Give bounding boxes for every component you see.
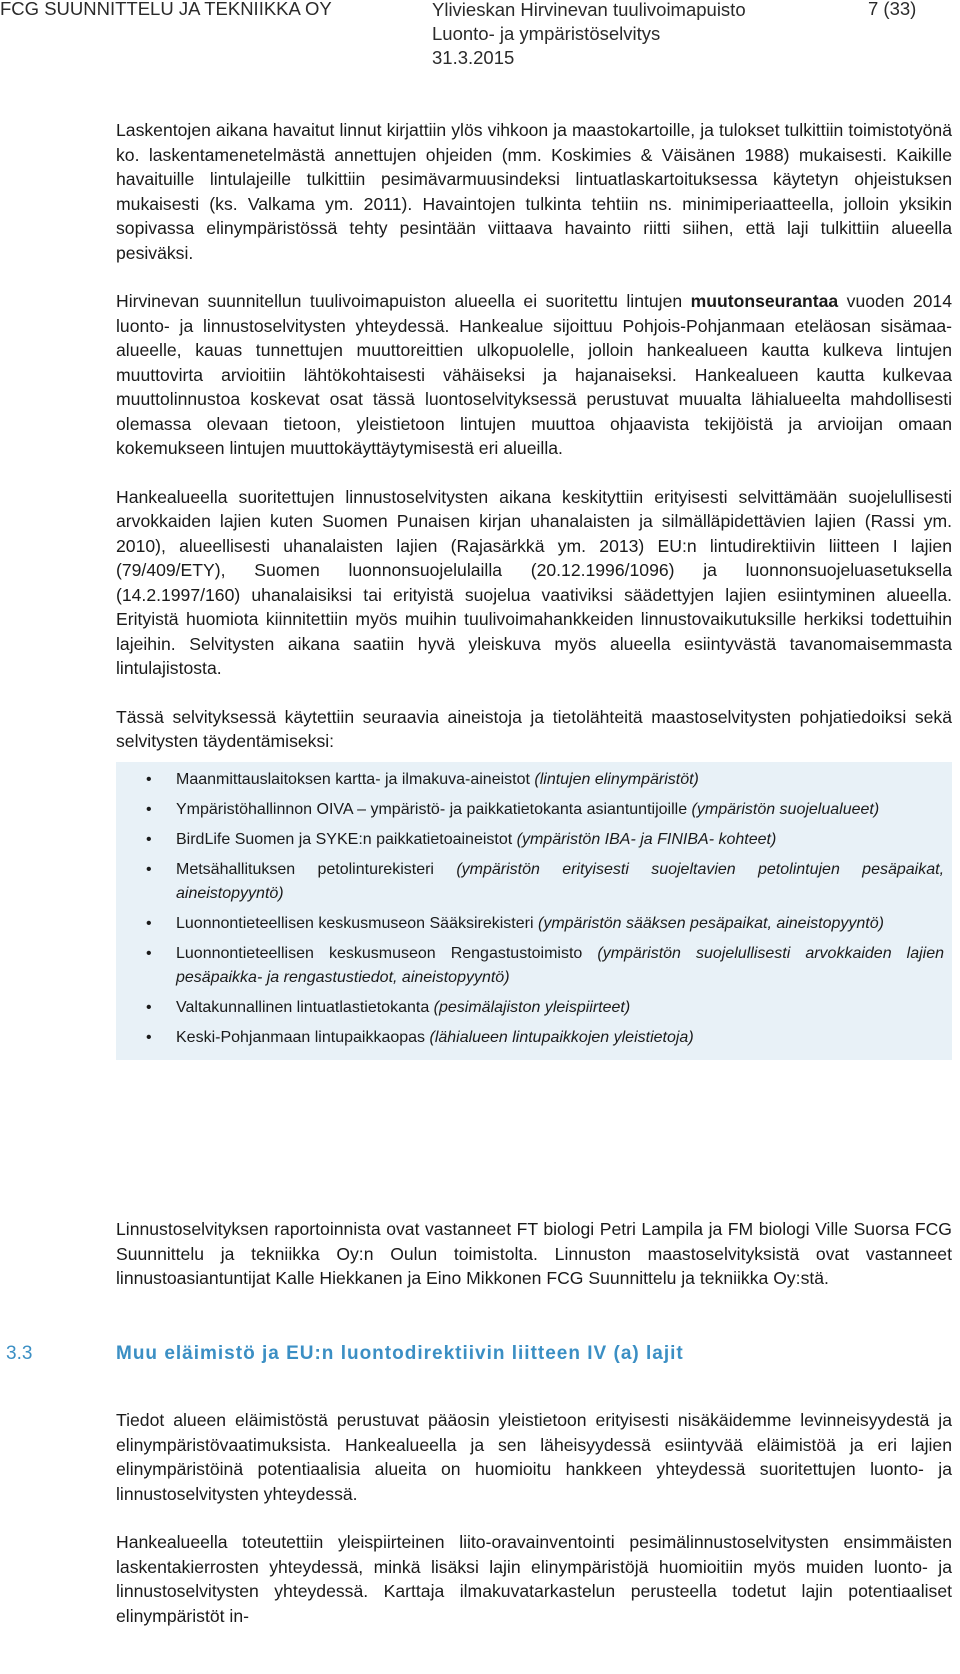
list-item [124, 1026, 944, 1050]
paragraph-flying-squirrel: Hankealueella toteutettiin yleispiirteinen liito-oravainventointi pesimälinnustoselvitysten ensimmäisten laskentakierrosten yhteydessä, minkä lisäksi lajin elinympäristöjä huomioitiin myös muiden luonto- ja linnustoselvitysten yhteydessä. Karttaja ilmakuvatarkastelun perusteella todetut lajin potentiaaliset elinympäristöt in- [116, 1532, 952, 1626]
source-note: (pesimälajiston yleispiirteet) [433, 998, 631, 1016]
main-content [116, 118, 952, 1084]
header-center-block [432, 0, 746, 70]
sources-list [124, 768, 944, 1050]
header-page-number: 7 (33) [868, 0, 917, 19]
section-body [116, 1408, 952, 1652]
bullet-icon: • [146, 998, 152, 1016]
source-name: Luonnontieteellisen keskusmuseon Sääksirekisteri [176, 914, 538, 932]
source-name: Metsähallituksen petolinturekisteri [176, 860, 457, 878]
list-item [124, 798, 944, 822]
bullet-icon: • [146, 860, 152, 878]
migration-text-end: vuoden 2014 luonto- ja linnustoselvitysten yhteydessä. Hankealue sijoittuu Pohjois-Pohjanmaan eteläosan sisämaa-alueelle, kauas tunnettujen muuttoreittien ulkopuolelle, jolloin hankealueen kautta kulkeva lintujen muuttovirta arvioitiin lähtökohtaisesti vähäiseksi ja hajanaiseksi. Hankealueen kautta kulkevaa muuttolinnustoa koskevat osat tässä luontoselvityksessä perustuvat muualta lähialueelta mahdollisesti olemassa olevaan tietoon, yleistietoon lintujen muuttoa ohjaavista tekijöistä ja arvioijan omaan kokemukseen lintujen muuttokäyttäytymisestä eri alueilla. [116, 291, 952, 458]
closing-block [116, 1217, 952, 1291]
source-note: (ympäristön suojelullisesti arvokkaiden lajien pesäpaikka- ja rengastustiedot, aineistopyyntö) [176, 944, 945, 986]
bullet-icon: • [146, 830, 152, 848]
list-item [124, 996, 944, 1020]
header-project: Ylivieskan Hirvinevan tuulivoimapuisto [432, 0, 746, 20]
source-name: Valtakunnallinen lintuatlastietokanta [176, 998, 434, 1016]
header-date: 31.3.2015 [432, 47, 515, 68]
source-name: Maanmittauslaitoksen kartta- ja ilmakuva-aineistot [176, 770, 535, 788]
paragraph-fauna-info: Tiedot alueen eläimistöstä perustuvat pääosin yleistietoon erityisesti nisäkäidemme levinneisyydestä ja elinympäristövaatimuksista. Hankealueella ja sen läheisyydessä esiintyvää eläimistöä ja eri lajien elinympäristöinä potentiaalisia alueita on huomioitu hankkeen yhteydessä suoritettujen luonto- ja linnustoselvitysten yhteydessä. [116, 1410, 952, 1504]
migration-bold-term: muutonseurantaa [690, 291, 839, 311]
page-header [0, 0, 960, 72]
section-number: 3.3 [6, 1343, 33, 1364]
list-item [124, 942, 944, 990]
section-title: Muu eläimistö ja EU:n luontodirektiivin liitteen IV (a) lajit [116, 1343, 684, 1364]
paragraph-counting-results: Laskentojen aikana havaitut linnut kirjattiin ylös vihkoon ja maastokartoille, ja tulokset tulkittiin toimistotyönä ko. laskentamenetelmästä annettujen ohjeiden (mm. Koskimies & Väisänen 1988) mukaisesti. Kaikille havaituille lintulajeille tulkittiin pesimävarmuusindeksi lintuatlaskartoituksessa käytetyn ohjeistuksen mukaisesti (ks. Valkama ym. 2011). Havaintojen tulkinta tehtiin ns. minimiperiaatteella, jolloin yksikin sopivassa elinympäristössä tehty pesintään viittaava havainto riitti siihen, että laji tulkittiin alueella pesiväksi. [116, 120, 952, 263]
paragraph-authors: Linnustoselvityksen raportoinnista ovat vastanneet FT biologi Petri Lampila ja FM biologi Ville Suorsa FCG Suunnittelu ja tekniikka Oy:n Oulun toimistolta. Linnuston maastoselvityksistä ovat vastanneet linnustoasiantuntijat Kalle Hiekkanen ja Eino Mikkonen FCG Suunnittelu ja tekniikka Oy:stä. [116, 1219, 952, 1288]
bullet-icon: • [146, 770, 152, 788]
source-note: (ympäristön IBA- ja FINIBA- kohteet) [516, 830, 777, 848]
source-name: Keski-Pohjanmaan lintupaikkaopas [176, 1028, 430, 1046]
source-note: (ympäristön sääksen pesäpaikat, aineistopyyntö) [537, 914, 884, 932]
source-note: (ympäristön suojelualueet) [691, 800, 880, 818]
source-note: (ympäristön erityisesti suojeltavien petolintujen pesäpaikat, aineistopyyntö) [176, 860, 945, 902]
source-note: (lintujen elinympäristöt) [534, 770, 699, 788]
migration-text-start: Hirvinevan suunnitellun tuulivoimapuiston alueella ei suoritettu lintujen [116, 291, 691, 311]
bullet-icon: • [146, 914, 152, 932]
header-report: Luonto- ja ympäristöselvitys [432, 23, 661, 44]
list-item [124, 828, 944, 852]
section-heading [6, 1340, 952, 1367]
paragraph-sources-intro: Tässä selvityksessä käytettiin seuraavia aineistoja ja tietolähteitä maastoselvitysten pohjatiedoiksi sekä selvitysten täydentämiseksi: [116, 706, 952, 751]
paragraph-protected-species: Hankealueella suoritettujen linnustoselvitysten aikana keskityttiin erityisesti selvittämään suojelullisesti arvokkaiden lajien kuten Suomen Punaisen kirjan uhanalaisten ja silmälläpidettävien lajien (Rassi ym. 2010), alueellisesti uhanalaisten lajien (Rajasärkkä ym. 2013) EU:n lintudirektiivin liitteen I lajien (79/409/ETY), Suomen luonnonsuojelulailla (20.12.1996/1096) ja luonnonsuojeluasetuksella (14.2.1997/160) uhanalaisiksi tai erityistä suojelua vaativiksi säädettyjen lajien esiintyminen alueella. Erityistä huomiota kiinnitettiin myös muihin tuulivoimahankkeiden linnustovaikutuksille herkiksi todettuihin lajeihin. Selvitysten aikana saatiin hyvä yleiskuva myös alueella esiintyvästä tavanomaisemmasta lintulajistosta. [116, 486, 952, 678]
source-note: (lähialueen lintupaikkojen yleistietoja) [429, 1028, 694, 1046]
paragraph-migration [116, 289, 952, 461]
list-item [124, 858, 944, 906]
list-item [124, 912, 944, 936]
bullet-icon: • [146, 800, 152, 818]
bullet-icon: • [146, 1028, 152, 1046]
list-item [124, 768, 944, 792]
sources-box [116, 762, 952, 1060]
source-name: Luonnontieteellisen keskusmuseon Rengastustoimisto [176, 944, 598, 962]
header-company: FCG SUUNNITTELU JA TEKNIIKKA OY [0, 0, 332, 19]
source-name: Ympäristöhallinnon OIVA – ympäristö- ja paikkatietokanta asiantuntijoille [176, 800, 692, 818]
bullet-icon: • [146, 944, 152, 962]
source-name: BirdLife Suomen ja SYKE:n paikkatietoaineistot [176, 830, 517, 848]
